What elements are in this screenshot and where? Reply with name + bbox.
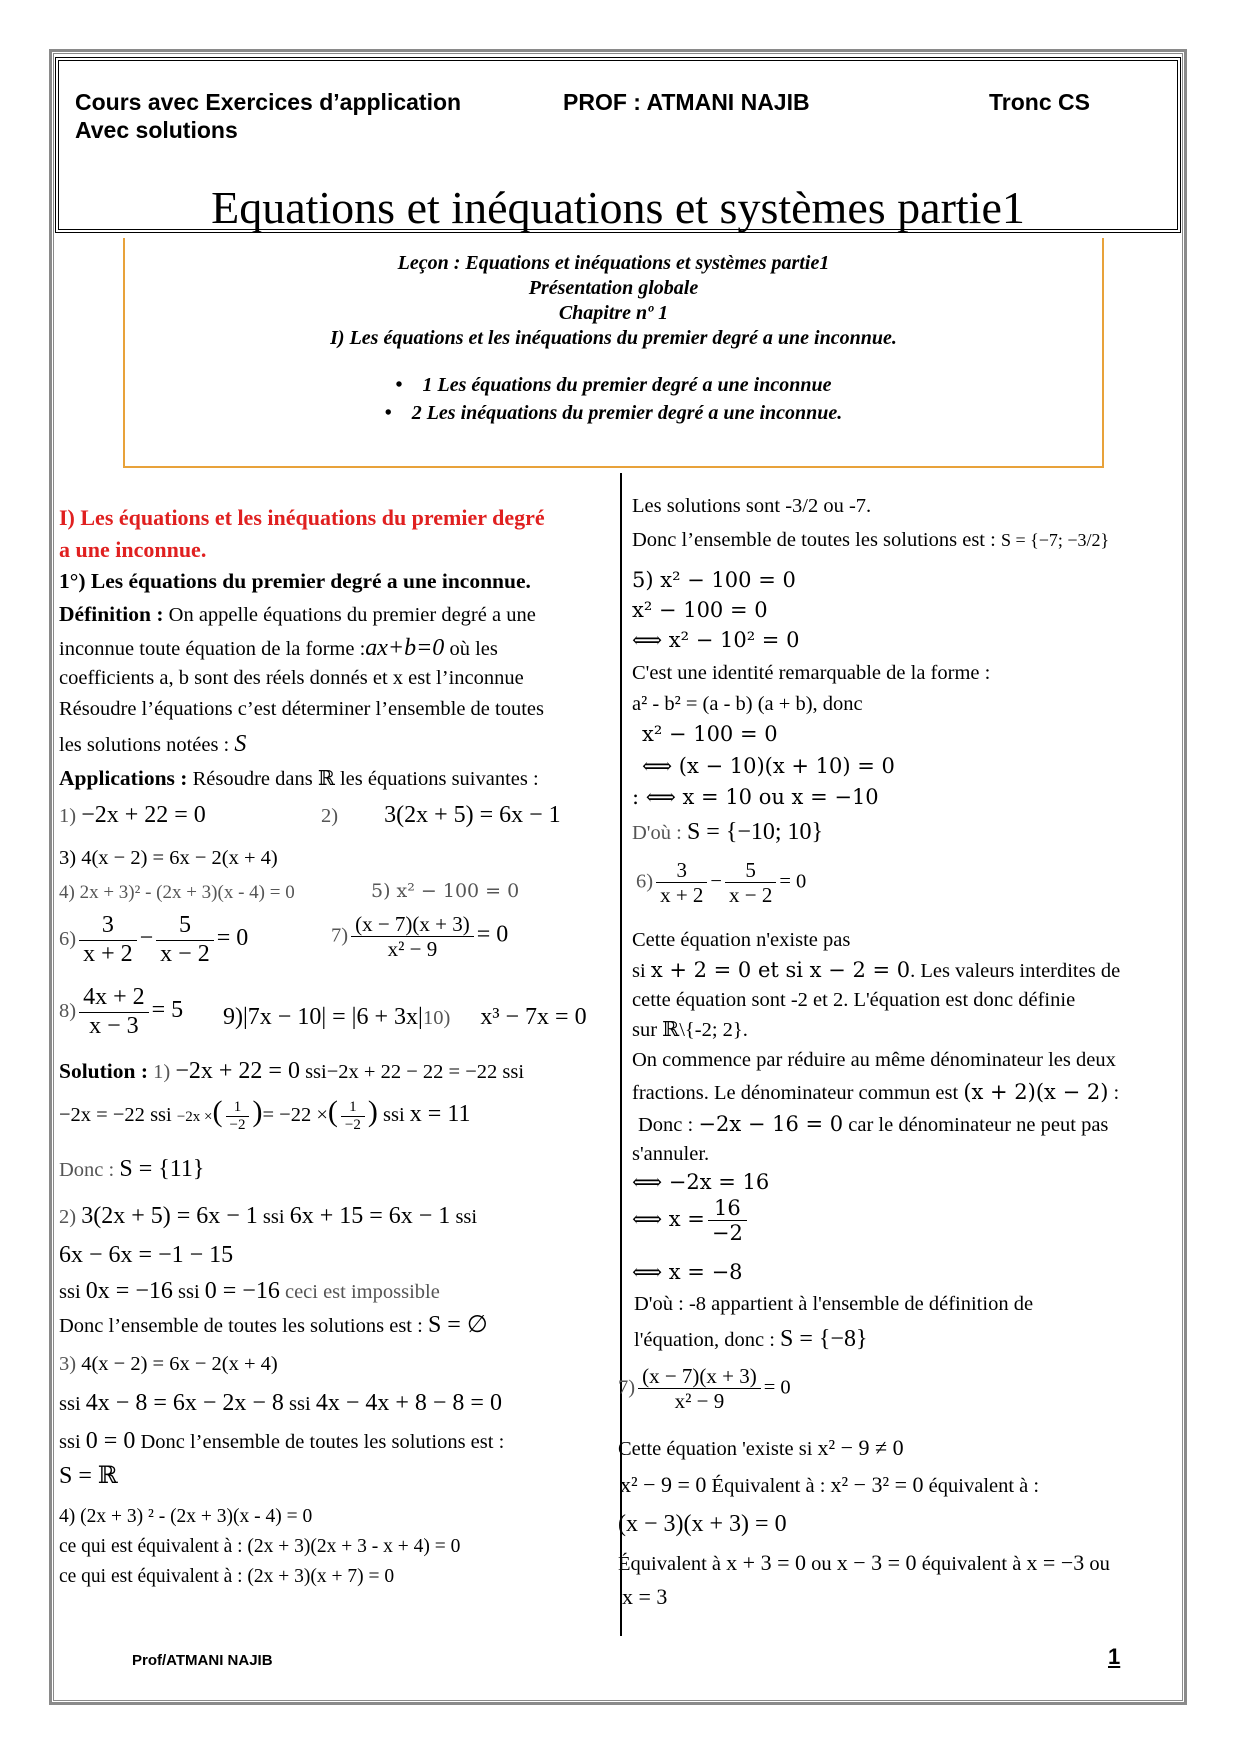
fraction: $\frac{5}{x - 2}$ xyxy=(156,912,214,968)
exercise-3: 3) 4(x − 2) = 6x − 2(x + 4) xyxy=(59,847,278,869)
solution-3-result: S = ℝ xyxy=(59,1463,118,1489)
math-line: x² − 100 = 0 xyxy=(642,722,778,746)
math-line: ⟺ −2x = 16 xyxy=(632,1170,770,1194)
definition-line: inconnue toute équation de la forme :ax+b=0 où les xyxy=(59,635,498,661)
text-line: On commence par réduire au même dénominateur les deux xyxy=(632,1049,1116,1071)
applications-line: Applications : Résoudre dans ℝ les équations suivantes : xyxy=(59,766,539,790)
definition-line: coefficients a, b sont des réels donnés et x est l’inconnue xyxy=(59,667,524,689)
lesson-summary-box xyxy=(123,238,1104,468)
math-line: 5) x² − 100 = 0 xyxy=(632,568,796,592)
text-line: Les solutions sont -3/2 ou -7. xyxy=(632,495,872,517)
solution-3-line: ssi 4x − 8 = 6x − 2x − 8 ssi 4x − 4x + 8 − 8 = 0 xyxy=(59,1390,502,1416)
solution-4-line: 4) (2x + 3) ² - (2x + 3)(x - 4) = 0 xyxy=(59,1506,313,1527)
text-line: x² − 9 = 0 Équivalent à : x² − 3² = 0 équivalent à : xyxy=(620,1472,1040,1497)
math: S xyxy=(234,731,247,757)
math-line: x = 3 xyxy=(622,1584,668,1609)
math-line: (x − 3)(x + 3) = 0 xyxy=(618,1511,787,1537)
definition-label: Définition : xyxy=(59,602,164,626)
text-line: si x + 2 = 0 et si x − 2 = 0. Les valeurs interdites de xyxy=(632,958,1121,982)
header-box xyxy=(55,57,1181,233)
fraction: $\frac{3}{x + 2}$ xyxy=(656,858,707,907)
fraction: $\frac{(x - 7)(x + 3)}{\text{x² − 9}}$ xyxy=(638,1364,761,1413)
math-line: ⟺ x² − 10² = 0 xyxy=(632,628,800,652)
lesson-line: Présentation globale xyxy=(528,277,699,299)
text-line: s'annuler. xyxy=(632,1143,710,1165)
exercise-9: 9)|7x − 10| = |6 + 3x| xyxy=(223,1004,423,1030)
exercise-7-restated: 7) $\frac{(x - 7)(x + 3)}{\text{x² − 9}}$ = 0 xyxy=(618,1364,791,1414)
solution-2-line: 6x − 6x = −1 − 15 xyxy=(59,1242,234,1268)
exercise-10: 10) x³ − 7x = 0 xyxy=(423,1004,587,1030)
lesson-line: Leçon : Equations et inéquations et systèmes partie1 xyxy=(397,252,830,274)
text-line: cette équation sont -2 et 2. L'équation est donc définie xyxy=(632,989,1076,1011)
exercise-4: 4) 2x + 3)² - (2x + 3)(x - 4) = 0 xyxy=(59,882,295,903)
solution-3-line: 3) 4(x − 2) = 6x − 2(x + 4) xyxy=(59,1353,278,1375)
text-line: fractions. Le dénominateur commun est (x + 2)(x − 2) : xyxy=(632,1080,1120,1104)
footer-author: Prof/ATMANI NAJIB xyxy=(132,1652,273,1669)
subsection-heading: 1°) Les équations du premier degré a une inconnue. xyxy=(59,569,531,593)
solution-2-line: ssi 0x = −16 ssi 0 = −16 ceci est impossible xyxy=(59,1278,440,1304)
section-heading: I) Les équations et les inéquations du premier degré xyxy=(59,505,545,530)
math: ax+b=0 xyxy=(365,635,445,661)
text-line: sur ℝ\{-2; 2}. xyxy=(632,1019,748,1041)
section-heading: a une inconnue. xyxy=(59,537,207,562)
page-number: 1 xyxy=(1108,1644,1121,1669)
solution-1-line: −2x = −22 ssi −2x ×( $\frac{1}{-2}$ )= −22 ×( $\frac{1}{-2}$ ) ssi x = 11 xyxy=(59,1095,471,1133)
text-line: a² - b² = (a - b) (a + b), donc xyxy=(632,693,863,715)
solution-4-line: ce qui est équivalent à : (2x + 3)(x + 7) = 0 xyxy=(59,1566,395,1587)
exercise-8: 8) $\frac{4x + 2}{x - 3}$ = 5 xyxy=(59,984,184,1039)
definition-line: Résoudre l’équations c’est déterminer l’ensemble de toutes xyxy=(59,698,545,720)
applications-label: Applications : xyxy=(59,766,188,790)
exercise-7: 7) $\frac{(x - 7)(x + 3)}{\text{x² − 9}}$ = 0 xyxy=(331,912,509,962)
fraction: $\frac{16}{-2}$ xyxy=(708,1196,747,1245)
text-line: Cette équation 'existe si x² − 9 ≠ 0 xyxy=(618,1435,904,1460)
exercise-6-restated: 6) $\frac{3}{x + 2}$ − $\frac{5}{x - 2}$ = 0 xyxy=(636,858,807,908)
fraction: $\frac{5}{x - 2}$ xyxy=(725,858,776,907)
lesson-line: I) Les équations et les inéquations du premier degré a une inconnue. xyxy=(330,327,897,349)
text-line: D'où : -8 appartient à l'ensemble de définition de xyxy=(634,1293,1034,1315)
definition-line: Définition : On appelle équations du premier degré a une xyxy=(59,602,536,626)
solution-2-result: Donc l’ensemble de toutes les solutions est : S = ∅ xyxy=(59,1312,488,1338)
exercise-2: 2) 3(2x + 5) = 6x − 1 xyxy=(321,802,561,828)
exercise-5: 5) x² − 100 = 0 xyxy=(371,880,520,902)
math-line: ⟺ (x − 10)(x + 10) = 0 xyxy=(642,754,895,778)
solution-4-line: ce qui est équivalent à : (2x + 3)(2x + 3 - x + 4) = 0 xyxy=(59,1536,461,1557)
math-line: ⟺ x = $\frac{16}{-2}$ xyxy=(632,1196,750,1245)
page-title: Equations et inéquations et systèmes partie1 xyxy=(211,182,1025,233)
fraction: $\frac{1}{-2}$ xyxy=(341,1099,365,1135)
lesson-bullet: • 2 Les inéquations du premier degré a une inconnue. xyxy=(125,402,1102,425)
text-line: Équivalent à x + 3 = 0 ou x − 3 = 0 équivalent à x = −3 ou xyxy=(618,1550,1110,1575)
text-line: Donc l’ensemble de toutes les solutions est : S = {−7; −3/2} xyxy=(632,529,1110,551)
text-line: C'est une identité remarquable de la forme : xyxy=(632,662,991,684)
solution-3-line: ssi 0 = 0 Donc l’ensemble de toutes les solutions est : xyxy=(59,1428,505,1454)
text-line: Donc : −2x − 16 = 0 car le dénominateur ne peut pas xyxy=(638,1112,1109,1136)
math-line: x² − 100 = 0 xyxy=(632,598,768,622)
exercise-6: 6) $\frac{3}{x + 2}$ − $\frac{5}{x - 2}$ = 0 xyxy=(59,912,249,967)
math-line: : ⟺ x = 10 ou x = −10 xyxy=(632,785,879,809)
lesson-bullet: • 1 Les équations du premier degré a une inconnue xyxy=(125,374,1102,397)
prof-label: PROF : ATMANI NAJIB xyxy=(563,89,810,115)
result-line: l'équation, donc : S = {−8} xyxy=(634,1326,868,1352)
fraction: $\frac{3}{x + 2}$ xyxy=(79,912,137,968)
solution-1-line: Solution : 1) −2x + 22 = 0 ssi−2x + 22 − 22 = −22 ssi xyxy=(59,1058,525,1084)
text-line: Cette équation n'existe pas xyxy=(632,929,851,951)
course-sub-label: Avec solutions xyxy=(75,117,238,143)
level-label: Tronc CS xyxy=(989,89,1090,115)
lesson-line: Chapitre nº 1 xyxy=(558,302,669,324)
math-line: ⟺ x = −8 xyxy=(632,1260,743,1284)
result-line: D'où : S = {−10; 10} xyxy=(632,819,824,845)
definition-line: les solutions notées : S xyxy=(59,731,247,757)
solution-label: Solution : xyxy=(59,1059,149,1083)
fraction: $\frac{4x + 2}{x - 3}$ xyxy=(79,984,149,1040)
solution-2-line: 2) 3(2x + 5) = 6x − 1 ssi 6x + 15 = 6x − 1 ssi xyxy=(59,1203,478,1229)
exercise-1: 1) −2x + 22 = 0 xyxy=(59,802,206,828)
fraction: $\frac{1}{-2}$ xyxy=(226,1099,250,1135)
course-label: Cours avec Exercices d’application xyxy=(75,89,462,115)
fraction: $\frac{(x - 7)(x + 3)}{\text{x² − 9}}$ xyxy=(351,912,474,961)
solution-1-result: Donc : S = {11} xyxy=(59,1156,205,1182)
